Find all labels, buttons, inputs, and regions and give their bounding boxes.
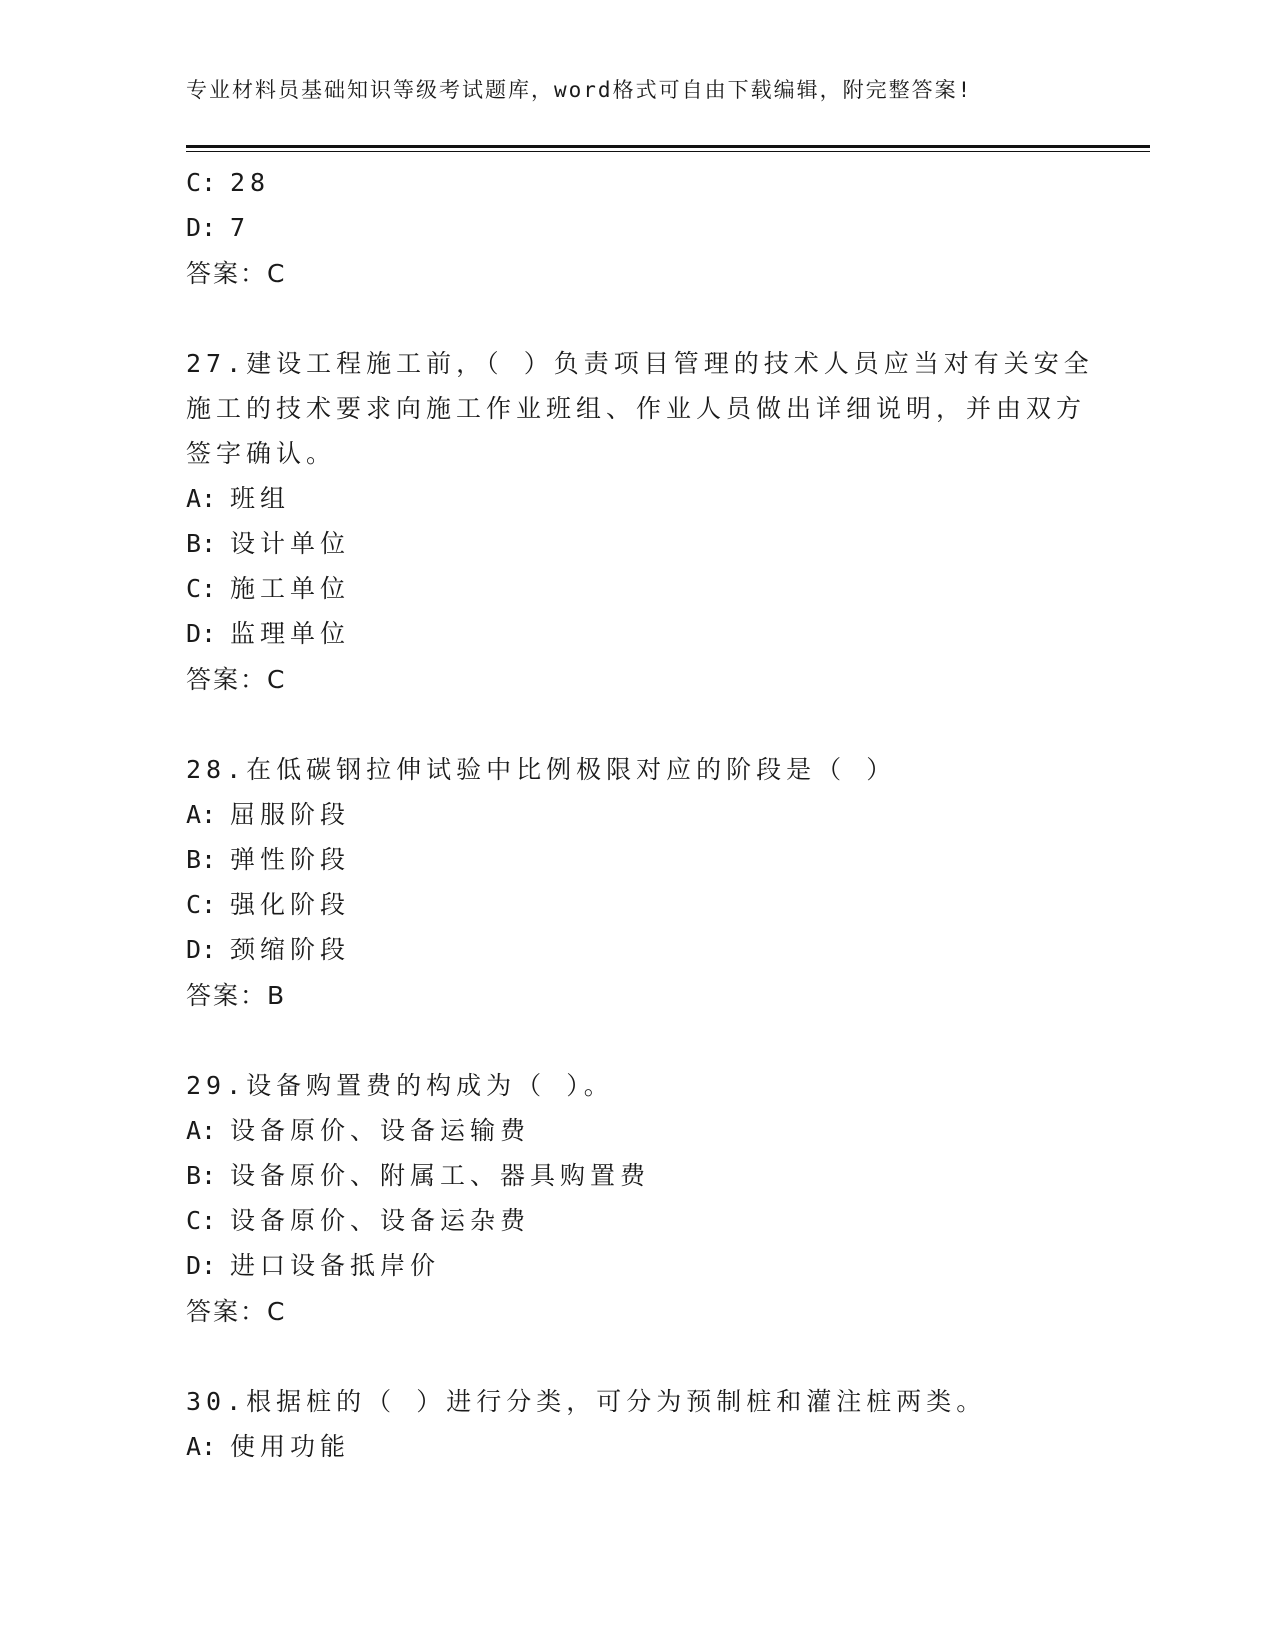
question-text: 29.设备购置费的构成为（ ）。	[186, 1071, 614, 1100]
header-rule-thin	[186, 151, 1150, 152]
option-line: C: 施工单位	[186, 574, 351, 603]
option-line: B: 弹性阶段	[186, 845, 351, 874]
prev-question-block	[186, 160, 1086, 297]
option-line: B: 设备原价、附属工、器具购置费	[186, 1161, 651, 1190]
question-content	[186, 160, 1094, 1469]
question-text: 签字确认。	[186, 439, 337, 468]
option-line: C: 28	[186, 168, 271, 197]
option-line: A: 设备原价、设备运输费	[186, 1116, 531, 1145]
option-line: D: 颈缩阶段	[186, 935, 351, 964]
option-line: A: 班组	[186, 484, 291, 513]
question-30	[186, 1379, 1086, 1469]
question-27	[186, 341, 1094, 703]
question-text: 30.根据桩的（ ）进行分类，可分为预制桩和灌注桩两类。	[186, 1387, 987, 1416]
option-line: D: 7	[186, 213, 251, 242]
question-29	[186, 1063, 1086, 1335]
answer-line: 答案：C	[186, 1297, 287, 1326]
option-line: C: 设备原价、设备运杂费	[186, 1206, 531, 1235]
page-header: 专业材料员基础知识等级考试题库，word格式可自由下载编辑，附完整答案!	[186, 78, 973, 102]
question-text: 施工的技术要求向施工作业班组、作业人员做出详细说明，并由双方	[186, 394, 1087, 423]
option-line: D: 进口设备抵岸价	[186, 1251, 441, 1280]
option-line: A: 使用功能	[186, 1432, 351, 1461]
answer-line: 答案：C	[186, 665, 287, 694]
answer-line: 答案：B	[186, 981, 287, 1010]
option-line: A: 屈服阶段	[186, 800, 351, 829]
option-line: B: 设计单位	[186, 529, 351, 558]
answer-line: 答案：C	[186, 259, 287, 288]
header-rule-thick	[186, 145, 1150, 148]
question-text: 27.建设工程施工前，（ ）负责项目管理的技术人员应当对有关安全	[186, 349, 1094, 378]
option-line: C: 强化阶段	[186, 890, 351, 919]
option-line: D: 监理单位	[186, 619, 351, 648]
question-text: 28.在低碳钢拉伸试验中比例极限对应的阶段是（ ）	[186, 755, 897, 784]
question-28	[186, 747, 1086, 1019]
